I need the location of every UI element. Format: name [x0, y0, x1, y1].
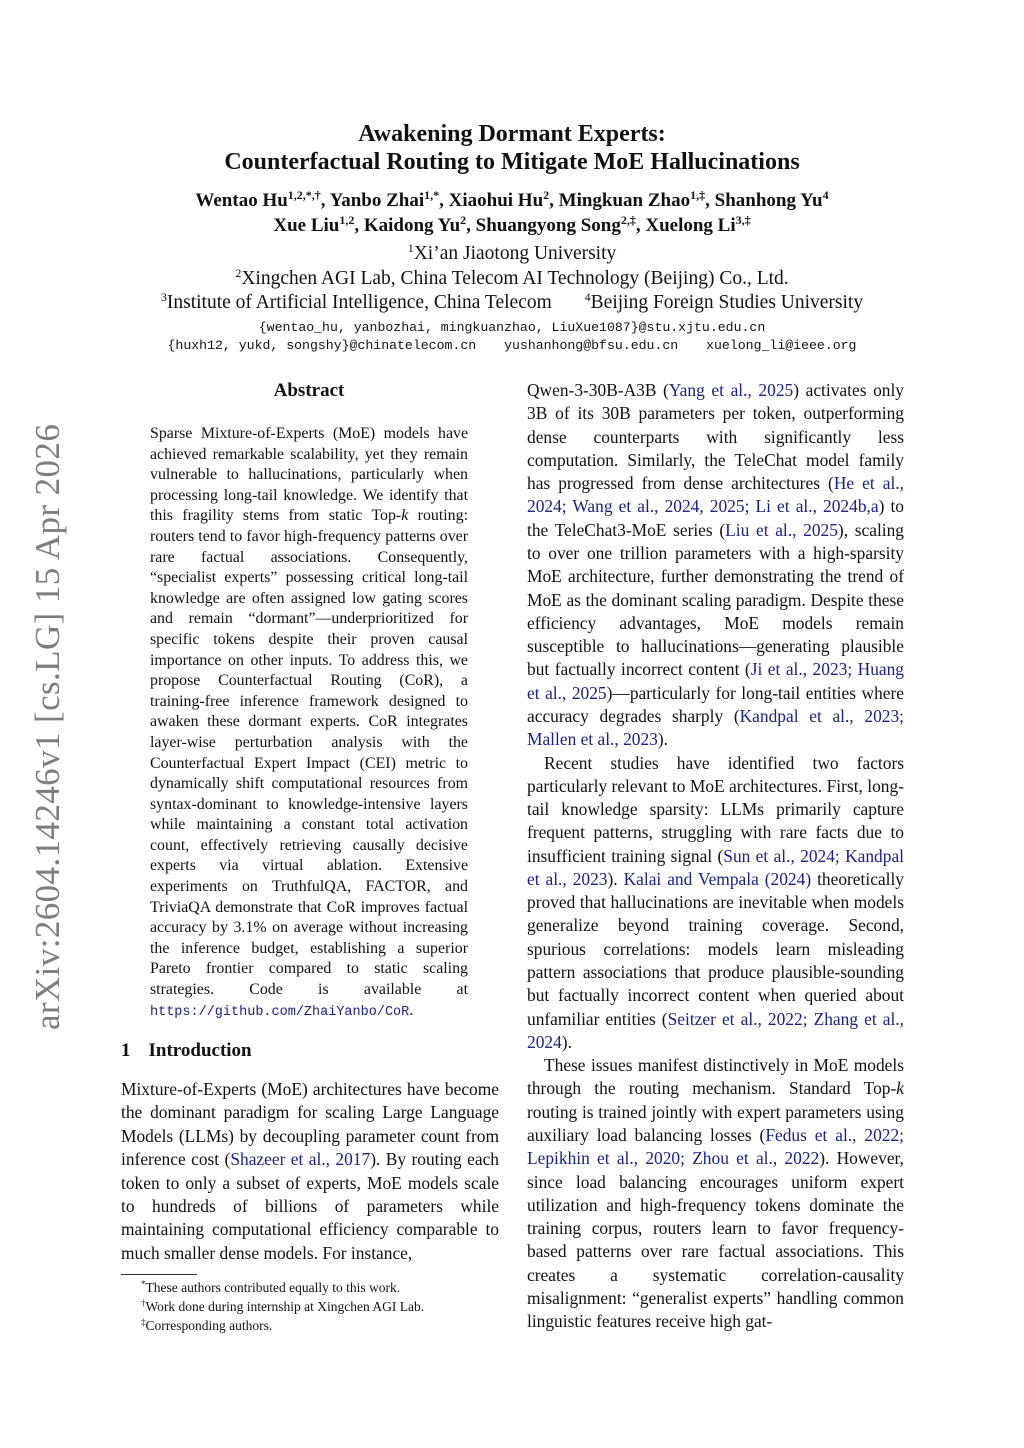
footnote-rule [121, 1274, 197, 1275]
affiliation-mark: 4 [584, 290, 591, 304]
body-text: theoretically proved that hallucinations are inevitable when models generalize beyond training coverage. Second, spurious correlations: models learn misleading pattern associations that produce plausible-sounding but factually incorrect content when queried about unfamiliar entities ( [527, 868, 904, 1029]
affiliation-mark: 3 [160, 290, 167, 304]
footnote-mark: ‡ [141, 1317, 146, 1327]
affiliation [585, 292, 863, 313]
title-line-1: Awakening Dormant Experts: [358, 121, 666, 147]
affiliation-name: Xi’an Jiaotong University [413, 243, 617, 264]
author-line-1: Wentao $Hu^{1,2,*,\dagger}$, Yanbo Zhai$^{1,*}$, Xiaohui Hu$^2$, Mingkuan Zhao$^{1,\ddagger}$, Shanhong Yu$^4$ [195, 188, 829, 211]
citation-link[interactable]: Ji et al., 2023; Huang et al., 2025 [527, 659, 905, 703]
email: yushanhong@bfsu.edu.cn [504, 337, 679, 353]
paragraph [527, 379, 904, 752]
author-marks: 2,‡ [620, 213, 636, 227]
email: {huxh12, yukd, songshy}@chinatelecom.cn [167, 337, 477, 353]
citation-link[interactable]: Shazeer et al., 2017 [230, 1149, 371, 1170]
author-marks: 1,* [424, 188, 440, 202]
author-marks: 4 [822, 188, 829, 202]
citation-link[interactable]: He et al., 2024; Wang et al., 2024, 2025; Li et al., 2024b,a [527, 473, 904, 517]
author-name: Xiaohui Hu [448, 190, 544, 211]
author-name: Shuangyong Song [475, 215, 621, 236]
paper-title [0, 120, 1024, 176]
affiliation-name: Xingchen AGI Lab, China Telecom AI Technology (Beijing) Co., Ltd. [241, 267, 789, 289]
author-line-2: Xue Liu$^{1,2}$, Kaidong Yu$^2$, Shuangyong Song$^{2,\ddagger}$, Xuelong $Li^{3,\ddagger}$ [273, 213, 751, 236]
paragraph [527, 752, 904, 1055]
author-list [0, 188, 1024, 238]
body-text: ). By routing each token to only a subset of experts, MoE models scale to hundreds of billions of parameters while maintaining computational efficiency comparable to much smaller dense models. For instance, [121, 1149, 499, 1263]
body-text: ) to the TeleChat3-MoE series ( [527, 496, 905, 540]
footnote-text: Corresponding authors. [145, 1318, 273, 1333]
footnote [141, 1278, 424, 1297]
author-marks: 2 [543, 188, 550, 202]
title-line-2: Counterfactual Routing to Mitigate MoE Hallucinations [224, 149, 800, 175]
author-marks: 1,2 [339, 213, 355, 227]
footnote [141, 1297, 424, 1316]
citation-link[interactable]: Sun et al., 2024; Kandpal et al., 2023 [527, 845, 904, 889]
math-k: k [401, 507, 409, 525]
affiliation [161, 292, 552, 313]
body-text: ), scaling to over one trillion parameters with a high-sparsity MoE architecture, further demonstrating the trend of MoE as the dominant scaling paradigm. Despite these efficiency advantages, MoE models remain susceptible to hallucinations—generating plausible but factually incorrect content ( [527, 519, 904, 680]
email-line [0, 337, 1024, 355]
author-marks: 3,‡ [735, 213, 751, 227]
body-text: ). However, since load balancing encourages uniform expert utilization and high-frequency tokens dominate the training corpus, routers learn to favor frequency-based patterns over rare factual associations. This creates a systematic correlation-causality misalignment: “generalist experts” handling common linguistic features receive high gat- [527, 1148, 904, 1332]
email-line: {wentao_hu, yanbozhai, mingkuanzhao, LiuXue1087}@stu.xjtu.edu.cn [258, 320, 766, 335]
affiliation-mark: 2 [235, 265, 242, 280]
body-text: Recent studies have identified two factors particularly relevant to MoE architectures. First, long-tail knowledge sparsity: LLMs primarily capture frequent patterns, struggling with rare facts due to insufficient training signal ( [527, 752, 904, 866]
affiliation [0, 267, 1024, 292]
affiliation-name: Beijing Foreign Studies University [590, 292, 864, 313]
code-link[interactable]: https://github.com/ZhaiYanbo/CoR [150, 1004, 410, 1020]
email-list [0, 319, 1024, 354]
arxiv-identifier: arXiv:2604.14246v1 [cs.LG] 15 Apr 2026 [28, 423, 67, 1030]
author-marks: 2 [460, 213, 467, 227]
abstract-text: routing: routers tend to favor high-frequency patterns over rare factual associations. Consequently, “specialist experts” possessing critical long-tail knowledge are often assigned low gating scores and remain “dormant”—underprioritized for specific tokens despite their proven causal importance on other inputs. To address this, we propose Counterfactual Routing (CoR), a training-free inference framework designed to awaken these dormant experts. CoR integrates layer-wise perturbation analysis with the Counterfactual Expert Impact (CEI) metric to dynamically shift computational resources from syntax-dominant to knowledge-intensive layers while maintaining a constant total activation count, effectively retrieving causally decisive experts via virtual ablation. Extensive experiments on TruthfulQA, FACTOR, and TriviaQA demonstrate that CoR improves factual accuracy by 3.1% on average without increasing the inference budget, establishing a superior Pareto frontier compared to static scaling strategies. Code is available at [150, 507, 468, 999]
citation-link[interactable]: Seitzer et al., 2022; Zhang et al., 2024 [527, 1008, 904, 1052]
author-name: Shanhong Yu [714, 190, 823, 211]
section-number: 1 [121, 1040, 131, 1061]
affiliation-mark: 1 [407, 241, 414, 255]
author-marks: 1,2,*,† [287, 188, 321, 202]
abstract-heading: Abstract [273, 380, 345, 401]
citation-link[interactable]: Kandpal et al., 2023; Mallen et al., 2023 [527, 705, 904, 750]
abstract-text: Sparse Mixture-of-Experts (MoE) models have achieved remarkable scalability, yet they remain vulnerable to hallucinations, particularly when processing long-tail knowledge. We identify that this fragility stems from static Top- [150, 425, 468, 525]
right-column [527, 379, 904, 1334]
footnote-text: These authors contributed equally to this work. [145, 1280, 401, 1295]
affiliation-list [0, 242, 1024, 316]
body-text: Mixture-of-Experts (MoE) architectures have become the dominant paradigm for scaling Large Language Models (LLMs) by decoupling parameter count from inference cost ( [121, 1079, 499, 1170]
body-text: routing is trained jointly with expert parameters using auxiliary load balancing losses ( [527, 1101, 904, 1145]
footnote-text: Work done during internship at Xingchen AGI Lab. [145, 1299, 425, 1314]
section-heading [121, 1040, 252, 1062]
author-marks: 1,‡ [690, 188, 706, 202]
body-text: )—particularly for long-tail entities where accuracy degrades sharply ( [527, 682, 904, 726]
email: xuelong_li@ieee.org [706, 337, 857, 353]
footnote-mark: † [141, 1298, 146, 1308]
citation-link[interactable]: Liu et al., 2025 [725, 519, 838, 540]
citation-link[interactable]: Yang et al., 2025 [668, 380, 794, 400]
author-name: Mingkuan Zhao [558, 190, 691, 211]
paragraph [527, 1054, 904, 1333]
intro-paragraph [121, 1078, 499, 1265]
abstract-text: . [409, 1001, 414, 1019]
footnote [141, 1316, 424, 1335]
body-text: These issues manifest distinctively in MoE models through the routing mechanism. Standard Top- [527, 1055, 904, 1099]
body-text: ). [561, 1031, 572, 1052]
body-text: ) activates only 3B of its 30B parameters per token, outperforming dense counterparts with significantly less computation. Similarly, the TeleChat model family has progressed from dense architectures ( [527, 380, 904, 494]
citation-link[interactable]: Fedus et al., 2022; Lepikhin et al., 2020; Zhou et al., 2022 [527, 1125, 904, 1169]
citation-link[interactable]: Kalai and Vempala (2024) [623, 868, 812, 889]
affiliation-name: Institute of Artificial Intelligence, China Telecom [166, 292, 552, 313]
author-name: Yanbo Zhai [329, 190, 425, 211]
footnote-mark: * [141, 1279, 146, 1289]
author-name: Xue Liu [273, 215, 340, 236]
body-text: Qwen-3-30B-A3B ( [527, 380, 669, 400]
abstract-body [150, 424, 468, 1023]
affiliation [0, 242, 1024, 267]
body-text: ). [607, 868, 624, 889]
author-name: Wentao Hu [195, 190, 288, 211]
author-name: Kaidong Yu [363, 215, 461, 236]
section-title: Introduction [148, 1040, 252, 1061]
affiliation-row [0, 291, 1024, 316]
author-name: Xuelong Li [645, 215, 736, 236]
math-k: k [896, 1078, 904, 1099]
footnotes [141, 1278, 424, 1335]
body-text: ). [657, 729, 669, 750]
